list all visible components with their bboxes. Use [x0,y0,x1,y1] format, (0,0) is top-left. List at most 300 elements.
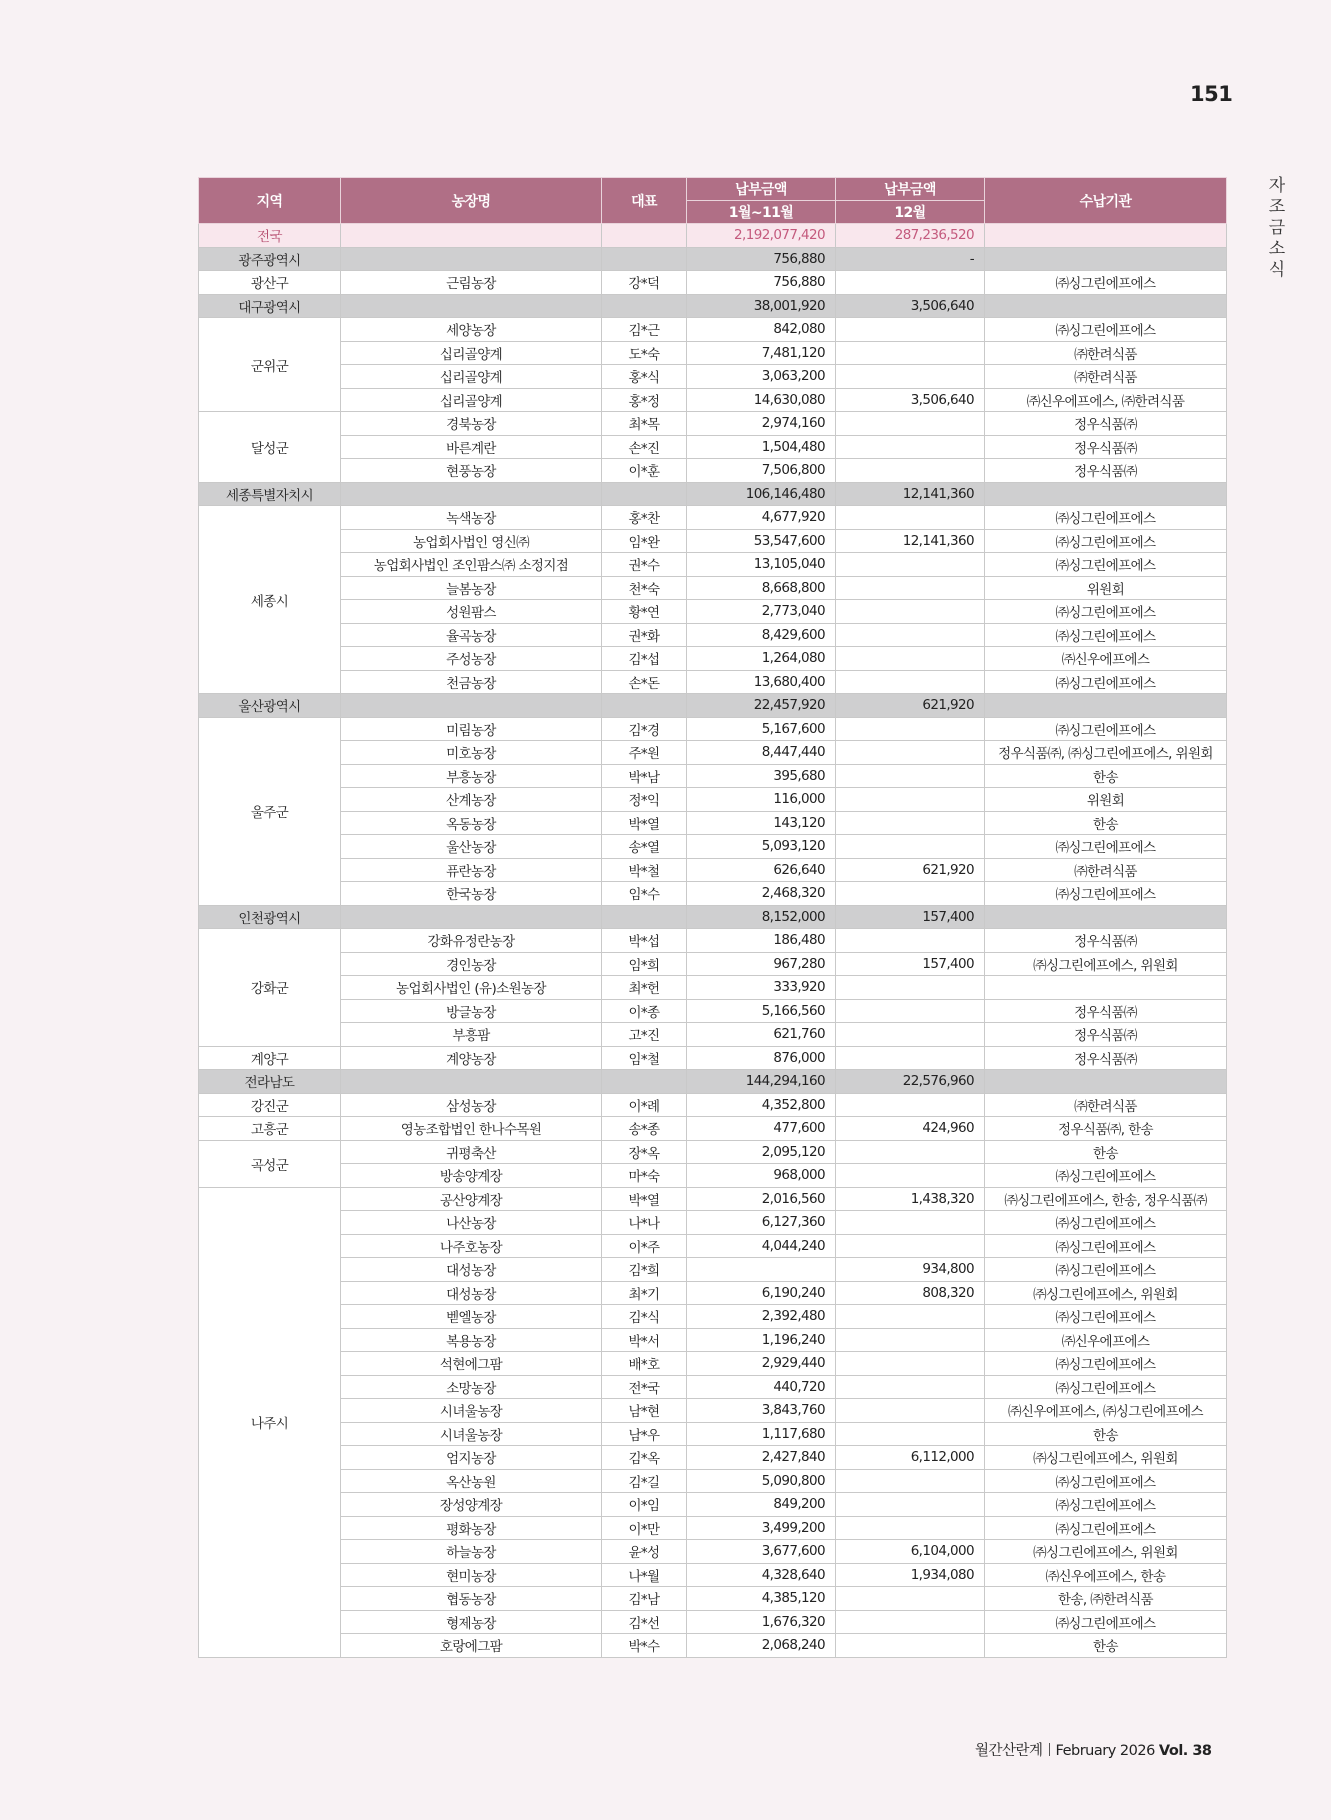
amount-1-11: 395,680 [687,764,836,788]
subsidy-table-container [198,177,1226,1658]
collection-agency: 정우식품㈜ [985,1046,1227,1070]
representative: 전*국 [602,1375,687,1399]
farm-name: 성원팜스 [341,600,602,624]
amount-12 [836,576,985,600]
collection-agency: ㈜신우에프에스 [985,647,1227,671]
table-row [199,670,1227,694]
representative: 나*나 [602,1211,687,1235]
table-row [199,1140,1227,1164]
collection-agency: ㈜싱그린에프에스 [985,271,1227,295]
district-name: 세종시 [199,506,341,694]
farm-name: 대성농장 [341,1281,602,1305]
representative: 마*숙 [602,1164,687,1188]
table-row [199,576,1227,600]
representative: 임*수 [602,882,687,906]
representative: 홍*찬 [602,506,687,530]
amount-12 [836,929,985,953]
amount-12 [836,1634,985,1658]
amount-1-11: 4,352,800 [687,1093,836,1117]
farm-name: 퓨란농장 [341,858,602,882]
amount-1-11: 6,127,360 [687,1211,836,1235]
region-amount-12: 12,141,360 [836,482,985,506]
amount-1-11: 1,676,320 [687,1610,836,1634]
collection-agency: 한송 [985,764,1227,788]
amount-1-11: 2,974,160 [687,412,836,436]
region-subtotal-row [199,247,1227,271]
total-label: 전국 [199,224,341,248]
collection-agency: ㈜싱그린에프에스 [985,1164,1227,1188]
farm-name: 귀평축산 [341,1140,602,1164]
header-farm: 농장명 [341,178,602,224]
representative: 이*주 [602,1234,687,1258]
amount-1-11: 2,427,840 [687,1446,836,1470]
representative: 이*종 [602,999,687,1023]
farm-name: 바른계란 [341,435,602,459]
farm-name: 영농조합법인 한나수목원 [341,1117,602,1141]
table-row [199,1187,1227,1211]
header-amount-1-11-main: 납부금액 [687,178,836,201]
farm-name: 계양농장 [341,1046,602,1070]
representative: 강*덕 [602,271,687,295]
collection-agency: ㈜싱그린에프에스 [985,717,1227,741]
table-row [199,858,1227,882]
table-row [199,1023,1227,1047]
footer-separator [1049,1743,1050,1756]
region-name: 인천광역시 [199,905,341,929]
amount-1-11: 1,196,240 [687,1328,836,1352]
representative: 박*열 [602,811,687,835]
amount-12 [836,1023,985,1047]
region-amount-1-11: 106,146,480 [687,482,836,506]
representative: 홍*정 [602,388,687,412]
amount-12 [836,1610,985,1634]
table-row [199,882,1227,906]
region-subtotal-row [199,694,1227,718]
total-row [199,224,1227,248]
table-row [199,365,1227,389]
region-name: 대구광역시 [199,294,341,318]
table-row [199,952,1227,976]
table-row [199,600,1227,624]
header-amount-12-main: 납부금액 [836,178,985,201]
region-empty [602,1070,687,1094]
representative: 박*열 [602,1187,687,1211]
region-empty [985,482,1227,506]
amount-12 [836,1493,985,1517]
farm-name: 부흥농장 [341,764,602,788]
amount-1-11: 477,600 [687,1117,836,1141]
collection-agency: 정우식품㈜, 한송 [985,1117,1227,1141]
table-row [199,1164,1227,1188]
collection-agency: ㈜신우에프에스, ㈜한려식품 [985,388,1227,412]
collection-agency: 정우식품㈜ [985,435,1227,459]
table-row [199,271,1227,295]
amount-12 [836,1305,985,1329]
region-name: 세종특별자치시 [199,482,341,506]
collection-agency: 정우식품㈜ [985,929,1227,953]
table-row [199,623,1227,647]
district-name: 나주시 [199,1187,341,1657]
district-name: 곡성군 [199,1140,341,1187]
amount-1-11: 7,481,120 [687,341,836,365]
total-amount-1-11: 2,192,077,420 [687,224,836,248]
representative: 박*남 [602,764,687,788]
collection-agency: ㈜싱그린에프에스 [985,318,1227,342]
farm-name: 산계농장 [341,788,602,812]
amount-12 [836,318,985,342]
amount-1-11: 1,117,680 [687,1422,836,1446]
amount-12 [836,600,985,624]
amount-1-11: 1,504,480 [687,435,836,459]
table-row [199,1234,1227,1258]
amount-1-11: 7,506,800 [687,459,836,483]
amount-12 [836,365,985,389]
table-row [199,835,1227,859]
representative: 황*연 [602,600,687,624]
farm-name: 복용농장 [341,1328,602,1352]
representative: 김*희 [602,1258,687,1282]
table-row [199,1093,1227,1117]
amount-12: 1,934,080 [836,1563,985,1587]
amount-1-11: 756,880 [687,271,836,295]
amount-12: 12,141,360 [836,529,985,553]
total-amount-12: 287,236,520 [836,224,985,248]
total-empty [341,224,602,248]
representative: 손*진 [602,435,687,459]
amount-12 [836,271,985,295]
collection-agency: ㈜싱그린에프에스 [985,1234,1227,1258]
farm-name: 대성농장 [341,1258,602,1282]
farm-name: 하늘농장 [341,1540,602,1564]
collection-agency: 한송 [985,1422,1227,1446]
collection-agency: ㈜싱그린에프에스 [985,1258,1227,1282]
region-empty [602,694,687,718]
table-row [199,1516,1227,1540]
amount-12 [836,1046,985,1070]
region-amount-1-11: 22,457,920 [687,694,836,718]
header-amount-12: 12월 [836,201,985,224]
table-row [199,1540,1227,1564]
amount-12 [836,435,985,459]
collection-agency [985,976,1227,1000]
collection-agency: ㈜싱그린에프에스 [985,600,1227,624]
collection-agency: 정우식품㈜ [985,999,1227,1023]
representative: 남*우 [602,1422,687,1446]
table-row [199,1493,1227,1517]
farm-name: 한국농장 [341,882,602,906]
farm-name: 세양농장 [341,318,602,342]
region-name: 광주광역시 [199,247,341,271]
table-body [199,224,1227,1658]
representative: 나*월 [602,1563,687,1587]
amount-12: 934,800 [836,1258,985,1282]
amount-12 [836,412,985,436]
farm-name: 근림농장 [341,271,602,295]
table-row [199,553,1227,577]
table-row [199,506,1227,530]
header-region: 지역 [199,178,341,224]
collection-agency: ㈜싱그린에프에스, 위원회 [985,952,1227,976]
table-row [199,1328,1227,1352]
collection-agency: ㈜싱그린에프에스, 위원회 [985,1540,1227,1564]
farm-name: 농업회사법인 (유)소원농장 [341,976,602,1000]
representative: 박*철 [602,858,687,882]
region-empty [985,905,1227,929]
farm-name: 율곡농장 [341,623,602,647]
region-subtotal-row [199,482,1227,506]
table-row [199,717,1227,741]
amount-1-11: 968,000 [687,1164,836,1188]
collection-agency: ㈜한려식품 [985,1093,1227,1117]
collection-agency: ㈜한려식품 [985,341,1227,365]
farm-name: 경북농장 [341,412,602,436]
table-row [199,1305,1227,1329]
representative: 김*경 [602,717,687,741]
farm-name: 시녀울농장 [341,1422,602,1446]
collection-agency: ㈜싱그린에프에스, 위원회 [985,1281,1227,1305]
farm-name: 평화농장 [341,1516,602,1540]
amount-1-11: 2,929,440 [687,1352,836,1376]
representative: 배*호 [602,1352,687,1376]
header-rep: 대표 [602,178,687,224]
farm-name: 십리골양계 [341,365,602,389]
region-subtotal-row [199,294,1227,318]
table-row [199,1117,1227,1141]
region-amount-1-11: 38,001,920 [687,294,836,318]
farm-name: 협동농장 [341,1587,602,1611]
representative: 김*섭 [602,647,687,671]
collection-agency: ㈜싱그린에프에스 [985,506,1227,530]
representative: 최*목 [602,412,687,436]
table-row [199,529,1227,553]
region-amount-12: 3,506,640 [836,294,985,318]
amount-1-11 [687,1258,836,1282]
table-row [199,1375,1227,1399]
district-name: 달성군 [199,412,341,483]
representative: 천*숙 [602,576,687,600]
amount-1-11: 6,190,240 [687,1281,836,1305]
farm-name: 삼성농장 [341,1093,602,1117]
region-empty [341,905,602,929]
amount-12 [836,553,985,577]
amount-1-11: 2,392,480 [687,1305,836,1329]
amount-1-11: 143,120 [687,811,836,835]
representative: 최*헌 [602,976,687,1000]
amount-1-11: 4,044,240 [687,1234,836,1258]
amount-12 [836,1093,985,1117]
amount-12: 157,400 [836,952,985,976]
region-empty [602,482,687,506]
amount-12: 1,438,320 [836,1187,985,1211]
table-row [199,1446,1227,1470]
collection-agency: 한송 [985,811,1227,835]
amount-12 [836,835,985,859]
region-empty [985,247,1227,271]
amount-12 [836,741,985,765]
farm-name: 십리골양계 [341,341,602,365]
amount-1-11: 2,095,120 [687,1140,836,1164]
footer-volume: Vol. 38 [1158,1743,1212,1759]
representative: 손*돈 [602,670,687,694]
amount-12 [836,1469,985,1493]
collection-agency: ㈜싱그린에프에스 [985,1352,1227,1376]
representative: 이*임 [602,1493,687,1517]
amount-12: 621,920 [836,858,985,882]
table-row [199,341,1227,365]
representative: 임*희 [602,952,687,976]
region-empty [985,694,1227,718]
collection-agency: ㈜싱그린에프에스 [985,553,1227,577]
amount-12 [836,1422,985,1446]
representative: 남*현 [602,1399,687,1423]
region-empty [985,1070,1227,1094]
page-footer [975,1739,1212,1760]
amount-1-11: 5,167,600 [687,717,836,741]
representative: 윤*성 [602,1540,687,1564]
amount-12 [836,976,985,1000]
farm-name: 현풍농장 [341,459,602,483]
farm-name: 십리골양계 [341,388,602,412]
representative: 홍*식 [602,365,687,389]
amount-1-11: 5,093,120 [687,835,836,859]
collection-agency: ㈜신우에프에스, 한송 [985,1563,1227,1587]
amount-1-11: 2,468,320 [687,882,836,906]
amount-12 [836,811,985,835]
table-row [199,1587,1227,1611]
table-row [199,412,1227,436]
representative: 박*수 [602,1634,687,1658]
table-row [199,1634,1227,1658]
collection-agency: ㈜싱그린에프에스 [985,1469,1227,1493]
collection-agency: 정우식품㈜ [985,1023,1227,1047]
region-empty [341,294,602,318]
region-empty [341,694,602,718]
farm-name: 나산농장 [341,1211,602,1235]
table-row [199,764,1227,788]
page-number: 151 [1190,82,1233,106]
amount-12 [836,1140,985,1164]
collection-agency: ㈜싱그린에프에스 [985,529,1227,553]
table-row [199,318,1227,342]
amount-1-11: 13,680,400 [687,670,836,694]
representative: 이*만 [602,1516,687,1540]
representative: 임*완 [602,529,687,553]
amount-1-11: 3,677,600 [687,1540,836,1564]
collection-agency: ㈜신우에프에스 [985,1328,1227,1352]
collection-agency: 정우식품㈜, ㈜싱그린에프에스, 위원회 [985,741,1227,765]
region-empty [341,482,602,506]
collection-agency: 위원회 [985,788,1227,812]
farm-name: 공산양계장 [341,1187,602,1211]
amount-12: 6,112,000 [836,1446,985,1470]
region-name: 울산광역시 [199,694,341,718]
collection-agency: ㈜싱그린에프에스 [985,1211,1227,1235]
amount-12: 424,960 [836,1117,985,1141]
collection-agency: 한송 [985,1634,1227,1658]
representative: 송*종 [602,1117,687,1141]
table-row [199,647,1227,671]
amount-1-11: 3,063,200 [687,365,836,389]
farm-name: 방송양계장 [341,1164,602,1188]
region-amount-1-11: 144,294,160 [687,1070,836,1094]
subsidy-payment-table [198,177,1227,1658]
amount-1-11: 4,385,120 [687,1587,836,1611]
amount-1-11: 8,429,600 [687,623,836,647]
amount-12 [836,506,985,530]
amount-1-11: 2,016,560 [687,1187,836,1211]
representative: 김*식 [602,1305,687,1329]
table-row [199,1422,1227,1446]
representative: 장*옥 [602,1140,687,1164]
table-row [199,811,1227,835]
table-row [199,1046,1227,1070]
farm-name: 방글농장 [341,999,602,1023]
amount-1-11: 53,547,600 [687,529,836,553]
representative: 박*섭 [602,929,687,953]
table-row [199,435,1227,459]
amount-1-11: 1,264,080 [687,647,836,671]
farm-name: 엄지농장 [341,1446,602,1470]
amount-1-11: 626,640 [687,858,836,882]
amount-12 [836,1399,985,1423]
amount-12 [836,647,985,671]
amount-12 [836,1352,985,1376]
farm-name: 옥산농원 [341,1469,602,1493]
representative: 임*철 [602,1046,687,1070]
amount-12 [836,1328,985,1352]
amount-1-11: 621,760 [687,1023,836,1047]
collection-agency: ㈜싱그린에프에스 [985,1305,1227,1329]
collection-agency: 위원회 [985,576,1227,600]
farm-name: 농업회사법인 영신㈜ [341,529,602,553]
collection-agency: 한송 [985,1140,1227,1164]
farm-name: 석현에그팜 [341,1352,602,1376]
farm-name: 천금농장 [341,670,602,694]
farm-name: 늘봄농장 [341,576,602,600]
region-subtotal-row [199,1070,1227,1094]
farm-name: 주성농장 [341,647,602,671]
amount-1-11: 842,080 [687,318,836,342]
table-row [199,1281,1227,1305]
collection-agency: ㈜싱그린에프에스 [985,1610,1227,1634]
collection-agency: ㈜한려식품 [985,858,1227,882]
amount-12 [836,764,985,788]
farm-name: 녹색농장 [341,506,602,530]
representative: 권*화 [602,623,687,647]
region-name: 전라남도 [199,1070,341,1094]
collection-agency: ㈜싱그린에프에스 [985,1375,1227,1399]
farm-name: 형제농장 [341,1610,602,1634]
collection-agency: 정우식품㈜ [985,459,1227,483]
amount-1-11: 186,480 [687,929,836,953]
table-row [199,1469,1227,1493]
collection-agency: 한송, ㈜한려식품 [985,1587,1227,1611]
amount-1-11: 2,773,040 [687,600,836,624]
amount-12 [836,1516,985,1540]
table-row [199,1563,1227,1587]
farm-name: 부흥팜 [341,1023,602,1047]
amount-1-11: 8,668,800 [687,576,836,600]
section-side-title [1266,176,1288,281]
collection-agency: ㈜싱그린에프에스, 한송, 정우식품㈜ [985,1187,1227,1211]
representative: 도*숙 [602,341,687,365]
farm-name: 농업회사법인 조인팜스㈜ 소정지점 [341,553,602,577]
representative: 김*길 [602,1469,687,1493]
farm-name: 미림농장 [341,717,602,741]
region-empty [602,294,687,318]
table-row [199,1258,1227,1282]
collection-agency: ㈜싱그린에프에스 [985,835,1227,859]
